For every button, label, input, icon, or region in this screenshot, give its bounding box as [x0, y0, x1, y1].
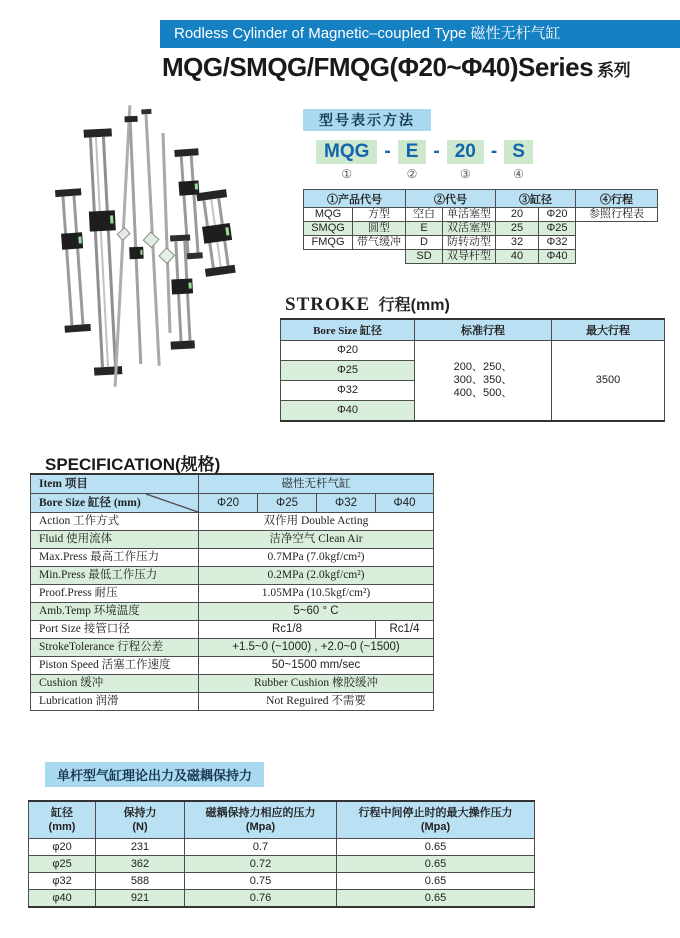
- cell: φ40: [29, 890, 96, 908]
- specification-table: [30, 473, 434, 711]
- stroke-line: 200、250、: [453, 361, 513, 373]
- table-row: [31, 494, 434, 513]
- cell: Φ40: [539, 250, 576, 264]
- cell: 40: [496, 250, 539, 264]
- model-code: [316, 139, 533, 183]
- spec-value: 0.2MPa (2.0kgf/cm²): [199, 567, 434, 585]
- code-part-bore: 20: [447, 140, 484, 164]
- table-row: [29, 801, 535, 839]
- table-row: [304, 190, 658, 208]
- bore-cell: Φ40: [376, 494, 434, 513]
- bore-cell: Φ20: [199, 494, 258, 513]
- table-row: [29, 856, 535, 873]
- cell: 0.7: [185, 839, 337, 856]
- product-image: [30, 103, 280, 428]
- cell: 362: [96, 856, 185, 873]
- col-header: 标准行程: [415, 319, 552, 341]
- table-row: [31, 675, 434, 693]
- table-row: [29, 839, 535, 856]
- spec-value: 双作用 Double Acting: [199, 513, 434, 531]
- spec-label: Cushion 缓冲: [31, 675, 199, 693]
- cell: 921: [96, 890, 185, 908]
- empty-cell: [576, 236, 658, 250]
- model-designation-label: 型号表示方法: [303, 109, 431, 131]
- code-digit-4: ④: [513, 167, 524, 181]
- item-header: Item 项目: [31, 474, 199, 494]
- stroke-table: [280, 318, 665, 422]
- table-row: [31, 585, 434, 603]
- table-row: [31, 603, 434, 621]
- cell: 588: [96, 873, 185, 890]
- table-row: [281, 341, 665, 361]
- max-stroke-cell: 3500: [552, 341, 665, 422]
- empty-cell: [576, 222, 658, 236]
- title-model-range: MQG/SMQG/FMQG(Φ20~Φ40): [162, 52, 519, 82]
- cell: Φ20: [539, 208, 576, 222]
- cell: 双导杆型: [443, 250, 496, 264]
- code-digit-2: ②: [406, 167, 418, 181]
- cell: 0.76: [185, 890, 337, 908]
- item-value-header: 磁性无杆气缸: [199, 474, 434, 494]
- col-header: 行程中间停止时的最大操作压力 (Mpa): [337, 801, 535, 839]
- cell: 231: [96, 839, 185, 856]
- table-row: [304, 236, 658, 250]
- cell: 0.65: [337, 856, 535, 873]
- table-row: [31, 474, 434, 494]
- specification-heading: SPECIFICATION(规格): [45, 455, 221, 474]
- cell: 0.72: [185, 856, 337, 873]
- standard-stroke-cell: [415, 341, 552, 422]
- table-row: [31, 693, 434, 711]
- page-title: [162, 52, 630, 83]
- spec-label: StrokeTolerance 行程公差: [31, 639, 199, 657]
- table-row: [304, 222, 658, 236]
- stroke-line: 300、350、: [453, 374, 513, 386]
- code-digit-3: ③: [459, 167, 471, 181]
- bore-cell: Φ32: [281, 381, 415, 401]
- table-row: [304, 250, 658, 264]
- cell: φ32: [29, 873, 96, 890]
- spec-label: Port Size 接管口径: [31, 621, 199, 639]
- bore-cell: Φ20: [281, 341, 415, 361]
- cell: 0.65: [337, 873, 535, 890]
- code-dash: -: [490, 141, 498, 162]
- spec-label: Max.Press 最高工作压力: [31, 549, 199, 567]
- cell: 参照行程表: [576, 208, 658, 222]
- spec-value-port-small: Rc1/8: [199, 621, 376, 639]
- spec-value: 洁净空气 Clean Air: [199, 531, 434, 549]
- header-bar: Rodless Cylinder of Magnetic–coupled Type 磁性无杆气缸: [160, 20, 680, 48]
- empty-cell: [304, 250, 353, 264]
- cell: D: [406, 236, 443, 250]
- code-digit-1: ①: [341, 167, 353, 181]
- table-row: [281, 319, 665, 341]
- table-row: [304, 208, 658, 222]
- cell: φ20: [29, 839, 96, 856]
- table-row: [31, 639, 434, 657]
- title-series: Series: [518, 52, 594, 82]
- spec-value: Not Reguired 不需要: [199, 693, 434, 711]
- spec-value: 50~1500 mm/sec: [199, 657, 434, 675]
- cell: SMQG: [304, 222, 353, 236]
- spec-label: Action 工作方式: [31, 513, 199, 531]
- col-header: ①产品代号: [304, 190, 406, 208]
- title-suffix: 系列: [597, 61, 631, 80]
- cell: E: [406, 222, 443, 236]
- spec-label: Min.Press 最低工作压力: [31, 567, 199, 585]
- holding-force-table: [28, 800, 535, 908]
- bore-header: Bore Size 缸径 (mm): [31, 494, 199, 513]
- cell: MQG: [304, 208, 353, 222]
- cell: 0.75: [185, 873, 337, 890]
- cylinder-g1: [174, 148, 206, 259]
- cell: Φ25: [539, 222, 576, 236]
- col-header: 缸径 (mm): [29, 801, 96, 839]
- diagonal-divider: [138, 494, 198, 512]
- spec-value: 1.05MPa (10.5kgf/cm²): [199, 585, 434, 603]
- spec-label: Lubrication 润滑: [31, 693, 199, 711]
- table-row: [29, 890, 535, 908]
- spec-value: 5~60 ° C: [199, 603, 434, 621]
- table-row: [31, 549, 434, 567]
- table-row: [31, 621, 434, 639]
- table-row: [31, 657, 434, 675]
- bore-cell: Φ25: [258, 494, 317, 513]
- cell: φ25: [29, 856, 96, 873]
- spec-value: +1.5~0 (~1000) , +2.0~0 (~1500): [199, 639, 434, 657]
- cylinder-h: [194, 189, 237, 277]
- cell: 防转动型: [443, 236, 496, 250]
- bore-cell: Φ25: [281, 361, 415, 381]
- table-row: [31, 513, 434, 531]
- spec-label: Amb.Temp 环境温度: [31, 603, 199, 621]
- code-part-type: E: [398, 140, 427, 164]
- holding-force-label: 单杆型气缸理论出力及磁耦保持力: [45, 762, 264, 787]
- empty-cell: [353, 250, 406, 264]
- stroke-heading-en: STROKE: [285, 294, 371, 315]
- model-code-table: [303, 189, 658, 264]
- spec-label: Piston Speed 活塞工作速度: [31, 657, 199, 675]
- bore-cell: Φ32: [317, 494, 376, 513]
- rod-f: [155, 133, 178, 333]
- table-row: [29, 873, 535, 890]
- cell: 方型: [353, 208, 406, 222]
- stroke-heading-cn: 行程(mm): [378, 297, 450, 314]
- code-dash: -: [384, 141, 391, 162]
- cell: FMQG: [304, 236, 353, 250]
- stroke-line: 400、500、: [453, 387, 513, 399]
- spec-value: Rubber Cushion 橡胶缓冲: [199, 675, 434, 693]
- spec-label: Fluid 使用流体: [31, 531, 199, 549]
- spec-value: 0.7MPa (7.0kgf/cm²): [199, 549, 434, 567]
- table-row: [31, 531, 434, 549]
- bore-cell: Φ40: [281, 401, 415, 422]
- cell: 圆型: [353, 222, 406, 236]
- col-header: Bore Size 缸径: [281, 319, 415, 341]
- col-header: 磁耦保持力相应的压力 (Mpa): [185, 801, 337, 839]
- stroke-heading: [285, 292, 450, 316]
- spec-value-port-large: Rc1/4: [376, 621, 434, 639]
- col-header: ②代号: [406, 190, 496, 208]
- code-part-stroke: S: [504, 140, 533, 164]
- cell: Φ32: [539, 236, 576, 250]
- col-header: ④行程: [576, 190, 658, 208]
- col-header: 最大行程: [552, 319, 665, 341]
- cell: 单活塞型: [443, 208, 496, 222]
- cell: 带气缓冲: [353, 236, 406, 250]
- empty-cell: [576, 250, 658, 264]
- cell: 32: [496, 236, 539, 250]
- cell: SD: [406, 250, 443, 264]
- cell: 20: [496, 208, 539, 222]
- cell: 25: [496, 222, 539, 236]
- rod-e: [136, 109, 165, 366]
- col-header: ③缸径: [496, 190, 576, 208]
- cell: 空白: [406, 208, 443, 222]
- spec-label: Proof.Press 耐压: [31, 585, 199, 603]
- col-header: 保持力 (N): [96, 801, 185, 839]
- table-row: [31, 567, 434, 585]
- cylinder-a: [55, 188, 91, 332]
- code-part-product: MQG: [316, 140, 377, 164]
- cell: 双活塞型: [443, 222, 496, 236]
- cell: 0.65: [337, 890, 535, 908]
- code-dash: -: [433, 141, 440, 162]
- cell: 0.65: [337, 839, 535, 856]
